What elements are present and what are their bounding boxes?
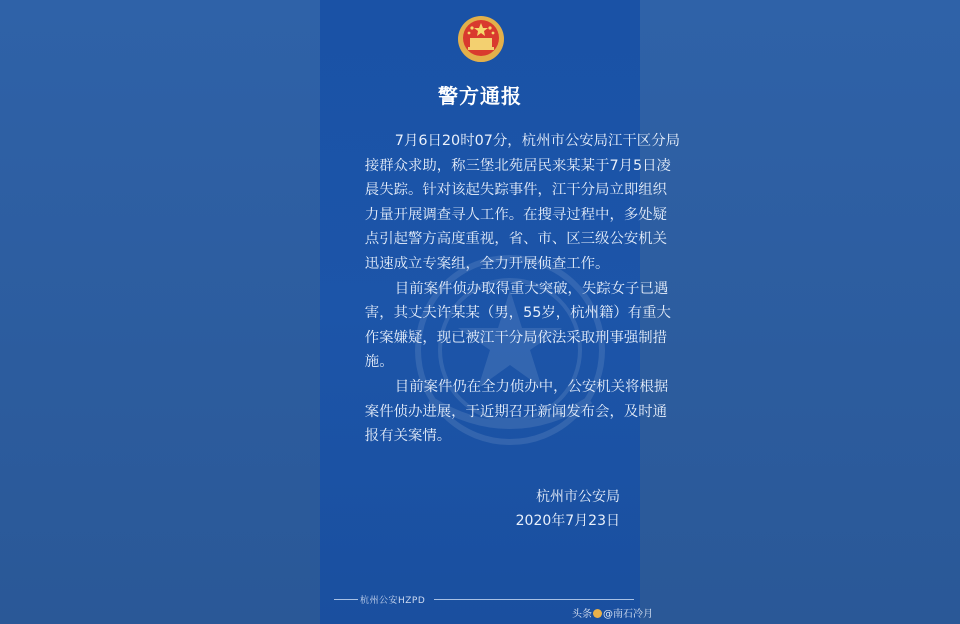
notice-paragraph-1 xyxy=(336,129,680,277)
issue-date: 2020年7月23日 xyxy=(515,513,620,529)
left-background xyxy=(0,0,320,624)
text-line: 作案嫌疑，现已被江干分局依法采取刑事强制措 xyxy=(364,329,668,346)
text-line: 7月6日20时07分，杭州市公安局江干区分局 xyxy=(394,133,680,149)
text-line: 案件侦办进展，于近期召开新闻发布会，及时通 xyxy=(364,403,668,420)
text-line: 晨失踪。针对该起失踪事件，江干分局立即组织 xyxy=(364,182,668,199)
right-background xyxy=(640,0,960,624)
national-emblem-icon xyxy=(456,14,506,66)
text-line: 点引起警方高度重视，省、市、区三级公安机关 xyxy=(364,231,668,248)
footer-divider-left xyxy=(334,599,358,600)
text-line: 害，其丈夫许某某（男，55岁，杭州籍）有重大 xyxy=(364,305,671,322)
footer-divider-right xyxy=(434,599,634,600)
source-credit xyxy=(572,605,653,620)
credit-handle: @南石冷月 xyxy=(603,609,653,620)
credit-prefix: 头条 xyxy=(572,609,592,620)
text-line: 接群众求助，称三堡北苑居民来某某于7月5日凌 xyxy=(364,157,671,174)
text-line: 报有关案情。 xyxy=(364,428,452,445)
notice-paragraph-3 xyxy=(336,375,669,449)
notice-paragraph-2 xyxy=(336,277,671,375)
police-notice-panel xyxy=(320,0,680,624)
notice-body xyxy=(336,129,680,449)
notice-title: 警方通报 xyxy=(438,84,522,108)
notice-signature xyxy=(320,485,620,533)
text-line: 施。 xyxy=(364,354,394,371)
text-line: 力量开展调查寻人工作。在搜寻过程中，多处疑 xyxy=(364,206,668,223)
text-line: 迅速成立专案组，全力开展侦查工作。 xyxy=(364,255,610,272)
text-line: 目前案件仍在全力侦办中，公安机关将根据 xyxy=(394,378,669,395)
text-line: 目前案件侦办取得重大突破，失踪女子已遇 xyxy=(394,280,669,297)
issuer-name: 杭州市公安局 xyxy=(536,489,620,505)
footer-brand: 杭州公安HZPD xyxy=(360,596,426,606)
weibo-icon xyxy=(593,609,602,618)
